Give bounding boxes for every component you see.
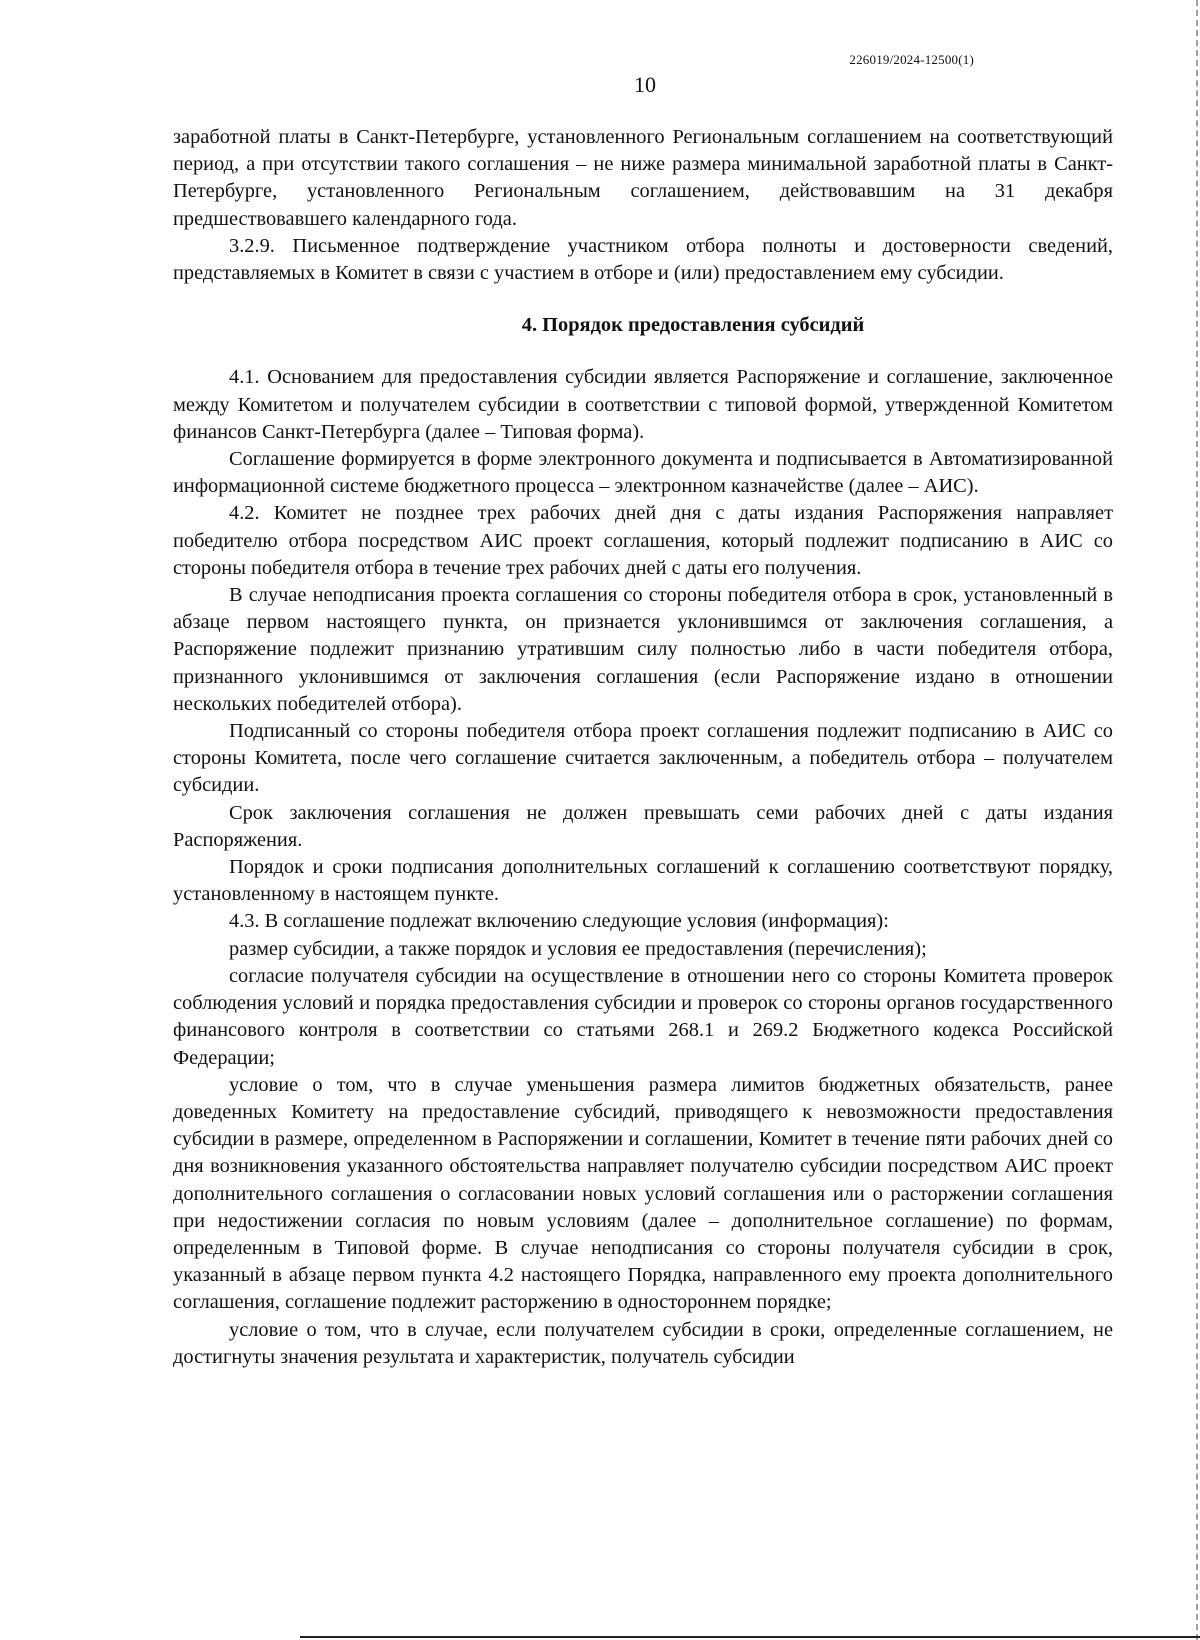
scan-edge-line: [1196, 0, 1198, 1640]
paragraph: Порядок и сроки подписания дополнительных соглашений к соглашению соответствуют порядку, установленному в настоящем пункте.: [173, 856, 1113, 906]
paragraph: 4.2. Комитет не позднее трех рабочих дней дня с даты издания Распоряжения направляет победителю отбора посредством АИС проект соглашения, который подлежит подписанию в АИС со стороны победителя отбора в течение трех рабочих дней с даты его получения.: [173, 502, 1113, 579]
paragraph: 4.3. В соглашение подлежат включению следующие условия (информация):: [229, 910, 889, 933]
document-registration-number: 226019/2024-12500(1): [849, 52, 974, 67]
paragraph: Срок заключения соглашения не должен превышать семи рабочих дней с даты издания Распоряжения.: [173, 801, 1113, 851]
paragraph: В случае неподписания проекта соглашения со стороны победителя отбора в срок, установленный в абзаце первом настоящего пункта, он признается уклонившимся от заключения соглашения, а Распоряжение подлежит признанию утратившим силу полностью либо в части победителя отбора, признанного уклонившимся от заключения соглашения (если Распоряжение издано в отношении нескольких победителей отбора).: [173, 584, 1113, 715]
paragraph: 3.2.9. Письменное подтверждение участником отбора полноты и достоверности сведений, представляемых в Комитет в связи с участием в отборе и (или) предоставлением ему субсидии.: [173, 234, 1113, 285]
paragraph: условие о том, что в случае, если получателем субсидии в сроки, определенные соглашением, не достигнуты значения результата и характеристик, получатель субсидии: [173, 1318, 1113, 1368]
paragraph: размер субсидии, а также порядок и условия ее предоставления (перечисления);: [229, 937, 927, 960]
page-number: 10: [634, 72, 656, 97]
scan-bottom-edge: [300, 1636, 1200, 1638]
paragraph: Соглашение формируется в форме электронного документа и подписывается в Автоматизированной информационной системе бюджетного процесса – электронном казначействе (далее – АИС).: [173, 448, 1113, 498]
paragraph: условие о том, что в случае уменьшения размера лимитов бюджетных обязательств, ранее доведенных Комитету на предоставление субсидий, приводящего к невозможности предоставления субсидии в размере, определенном в Распоряжении и соглашении, Комитет в течение пяти рабочих дней со дня возникновения указанного обстоятельства направляет получателю субсидии посредством АИС проект дополнительного соглашения о согласовании новых условий соглашения или о расторжении соглашения при недостижении согласия по новым условиям (далее – дополнительное соглашение) по формам, определенным в Типовой форме. В случае неподписания со стороны получателя субсидии в срок, указанный в абзаце первом пункта 4.2 настоящего Порядка, направленного ему проекта дополнительного соглашения, соглашение подлежит расторжению в одностороннем порядке;: [173, 1073, 1113, 1314]
section-heading: 4. Порядок предоставления субсидий: [521, 314, 865, 337]
paragraph: заработной платы в Санкт-Петербурге, установленного Региональным соглашением на соответствующий период, а при отсутствии такого соглашения – не ниже размера минимальной заработной платы в Санкт-Петербурге, установленного Региональным соглашением, действовавшим на 31 декабря предшествовавшего календарного года.: [173, 126, 1113, 230]
paragraph: Подписанный со стороны победителя отбора проект соглашения подлежит подписанию в АИС со стороны Комитета, после чего соглашение считается заключенным, а победитель отбора – получателем субсидии.: [173, 720, 1113, 797]
paragraph: согласие получателя субсидии на осуществление в отношении него со стороны Комитета проверок соблюдения условий и порядка предоставления субсидии и проверок со стороны органов государственного финансового контроля в соответствии со статьями 268.1 и 269.2 Бюджетного кодекса Российской Федерации;: [173, 964, 1113, 1069]
paragraph: 4.1. Основанием для предоставления субсидии является Распоряжение и соглашение, заключенное между Комитетом и получателем субсидии в соответствии с типовой формой, утвержденной Комитетом финансов Санкт-Петербурга (далее – Типовая форма).: [173, 366, 1113, 443]
document-body: [173, 124, 1113, 1371]
